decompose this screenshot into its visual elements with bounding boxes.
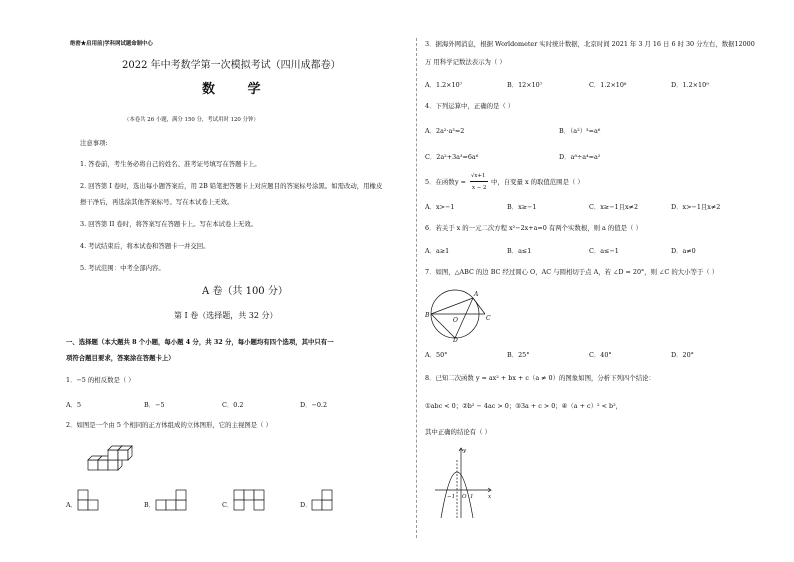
q3-option-c: C．1.2×10⁸ xyxy=(589,81,627,89)
q5-fraction-denominator: x − 2 xyxy=(472,185,487,191)
square xyxy=(234,490,244,500)
label-o: O xyxy=(453,317,458,324)
q1-option-a: A．5 xyxy=(66,401,82,409)
label-origin: O xyxy=(462,494,467,500)
note-5: 5. 考试范围：中考全部内容。 xyxy=(80,264,165,272)
q6-option-d: D．a≠0 xyxy=(671,247,696,255)
q3-option-b: B．12×10⁷ xyxy=(507,81,543,89)
label-one: 1 xyxy=(470,494,474,500)
q2-stem: 2．如图是一个由 5 个相同的正方体组成的立体图形，它的主视图是（ ） xyxy=(66,421,272,429)
exam-meta: （本卷共 26 小题，满分 150 分，考试用时 120 分钟） xyxy=(124,117,259,123)
q2-option-d-figure xyxy=(310,488,344,514)
square xyxy=(78,490,88,500)
q2-option-a-figure xyxy=(76,488,110,514)
cube-face xyxy=(98,460,108,470)
q5-fraction-bar xyxy=(470,181,488,182)
subject-title: 数 学 xyxy=(202,82,275,97)
square xyxy=(176,490,186,500)
q5-option-d: D．x>−1且x≠2 xyxy=(671,203,721,211)
square xyxy=(156,500,166,510)
q5-function-lhs: y = xyxy=(455,178,466,186)
q2-option-b: B． xyxy=(144,501,156,509)
notes-heading: 注意事项: xyxy=(80,139,108,147)
label-a: A xyxy=(474,291,479,298)
q8-conclusions: ①abc < 0；②b² − 4ac > 0；③3a + c > 0；④（a + c）² < b²， xyxy=(425,402,623,410)
q1-option-c: C．0.2 xyxy=(222,401,244,409)
section-a-title: A 卷（共 100 分） xyxy=(202,286,288,297)
cube-face xyxy=(88,460,98,470)
label-y: y xyxy=(463,448,467,454)
square xyxy=(254,500,264,510)
label-d: D xyxy=(453,337,458,342)
q7-circle-figure xyxy=(425,284,495,342)
square xyxy=(78,500,88,510)
note-1: 1. 答卷前，考生务必将自己的姓名、准考证号填写在答题卡上。 xyxy=(80,160,261,168)
q6-stem: 6．若关于 x 的一元二次方程 x²−2x+a=0 有两个实数根，则 a 的值是（ ） xyxy=(425,224,642,232)
square xyxy=(322,490,332,500)
note-3: 3. 回答第 II 卷时，将答案写在答题卡上。写在本试卷上无效。 xyxy=(80,220,258,228)
q1-option-d: D．−0.2 xyxy=(300,401,328,409)
q3-stem-line-1: 3．据海外网消息，根据 Worldometer 实时统计数据，北京时间 2021 年 3 月 16 日 6 时 30 分左右，数据12000 xyxy=(425,40,755,48)
cube-face xyxy=(118,450,128,460)
square xyxy=(234,500,244,510)
instruction-line-2: 项符合题目要求，答案涂在答题卡上） xyxy=(66,354,175,362)
q5-option-b: B．x≥−1 xyxy=(507,203,537,211)
note-2-cont: 擦干净后，再选涂其他答案标号。写在本试卷上无效。 xyxy=(80,198,234,206)
square xyxy=(312,500,322,510)
q5-option-a: A．x>−1 xyxy=(425,203,455,211)
cube-face xyxy=(108,450,118,460)
note-4: 4. 考试结束后，将本试卷和答题卡一并交回。 xyxy=(80,242,210,250)
square xyxy=(176,500,186,510)
q2-option-a: A． xyxy=(66,501,78,509)
q5-fraction-numerator: √x+1 xyxy=(471,173,486,179)
q4-option-c: C．2a²+3a³=6a⁶ xyxy=(425,153,479,161)
column-divider xyxy=(416,38,417,538)
q8-stem: 8．已知二次函数 y = ax² + bx + c（a ≠ 0）的图象如图，分析下列四个结论： xyxy=(425,374,655,382)
q1-option-b: B．−5 xyxy=(144,401,165,409)
label-x: x xyxy=(488,494,492,500)
q8-parabola-graph xyxy=(433,444,495,520)
q2-option-b-figure xyxy=(154,488,198,514)
q6-option-b: B．a≤1 xyxy=(507,247,532,255)
label-c: C xyxy=(486,315,491,322)
q7-option-d: D．20° xyxy=(671,351,694,359)
exam-title: 2022 年中考数学第一次模拟考试（四川成都卷） xyxy=(122,60,341,71)
q6-option-c: C．a≤−1 xyxy=(589,247,619,255)
q1-stem: 1．−5 的相反数是（ ） xyxy=(66,376,135,384)
cube-face xyxy=(108,460,118,470)
q2-option-c: C． xyxy=(222,501,234,509)
q6-option-a: A．a≥1 xyxy=(425,247,450,255)
q4-option-b: B．（a²）³=a⁶ xyxy=(559,127,601,135)
note-2: 2. 回答第 I 卷时，选出每小题答案后，用 2B 铅笔把答题卡上对应题目的答案标号涂黑。如需改动，用橡皮 xyxy=(80,182,383,190)
part1-title: 第 I 卷（选择题，共 32 分） xyxy=(174,311,278,320)
square xyxy=(88,500,98,510)
square xyxy=(254,490,264,500)
q8-follow: 其中正确的结论有（ ） xyxy=(425,428,491,436)
q4-option-d: D．a⁸÷a⁴=a² xyxy=(559,153,601,161)
q4-option-a: A．2a²·a³=2 xyxy=(425,127,465,135)
q3-option-d: D．1.2×10⁹ xyxy=(671,81,709,89)
q5-stem-pre: 5．在函数 xyxy=(425,178,455,186)
label-minus-one: −1 xyxy=(447,494,456,500)
q5-option-c: C．x≥−1且x≠2 xyxy=(589,203,639,211)
instruction-line-1: 一、选择题（本大题共 8 个小题，每小题 4 分，共 32 分，每小题均有四个选项，其中只有一 xyxy=(66,338,334,346)
square xyxy=(322,500,332,510)
q2-option-c-figure xyxy=(232,488,276,514)
q3-option-a: A．1.2×10⁷ xyxy=(425,81,463,89)
q7-stem: 7．如图，△ABC 的边 BC 经过圆心 O，AC 与圆相切于点 A，若 ∠D = 20°，则 ∠C 的大小等于（ ） xyxy=(425,268,719,276)
q2-cube-figure xyxy=(84,440,136,474)
source-line: 绝密★启用前|学科网试题命制中心 xyxy=(70,41,153,47)
q4-stem: 4．下列运算中，正确的是（ ） xyxy=(425,102,515,110)
q5-stem-post: 中，自变量 x 的取值范围是（ ） xyxy=(491,178,584,186)
q3-stem-line-2: 万 用科学记数法表示为（ ） xyxy=(425,58,506,66)
q2-option-d: D． xyxy=(300,501,312,509)
square xyxy=(166,500,176,510)
label-b: B xyxy=(425,312,430,319)
q7-option-b: B．25° xyxy=(507,351,530,359)
q7-option-c: C．40° xyxy=(589,351,612,359)
q7-option-a: A．50° xyxy=(425,351,448,359)
square xyxy=(244,490,254,500)
